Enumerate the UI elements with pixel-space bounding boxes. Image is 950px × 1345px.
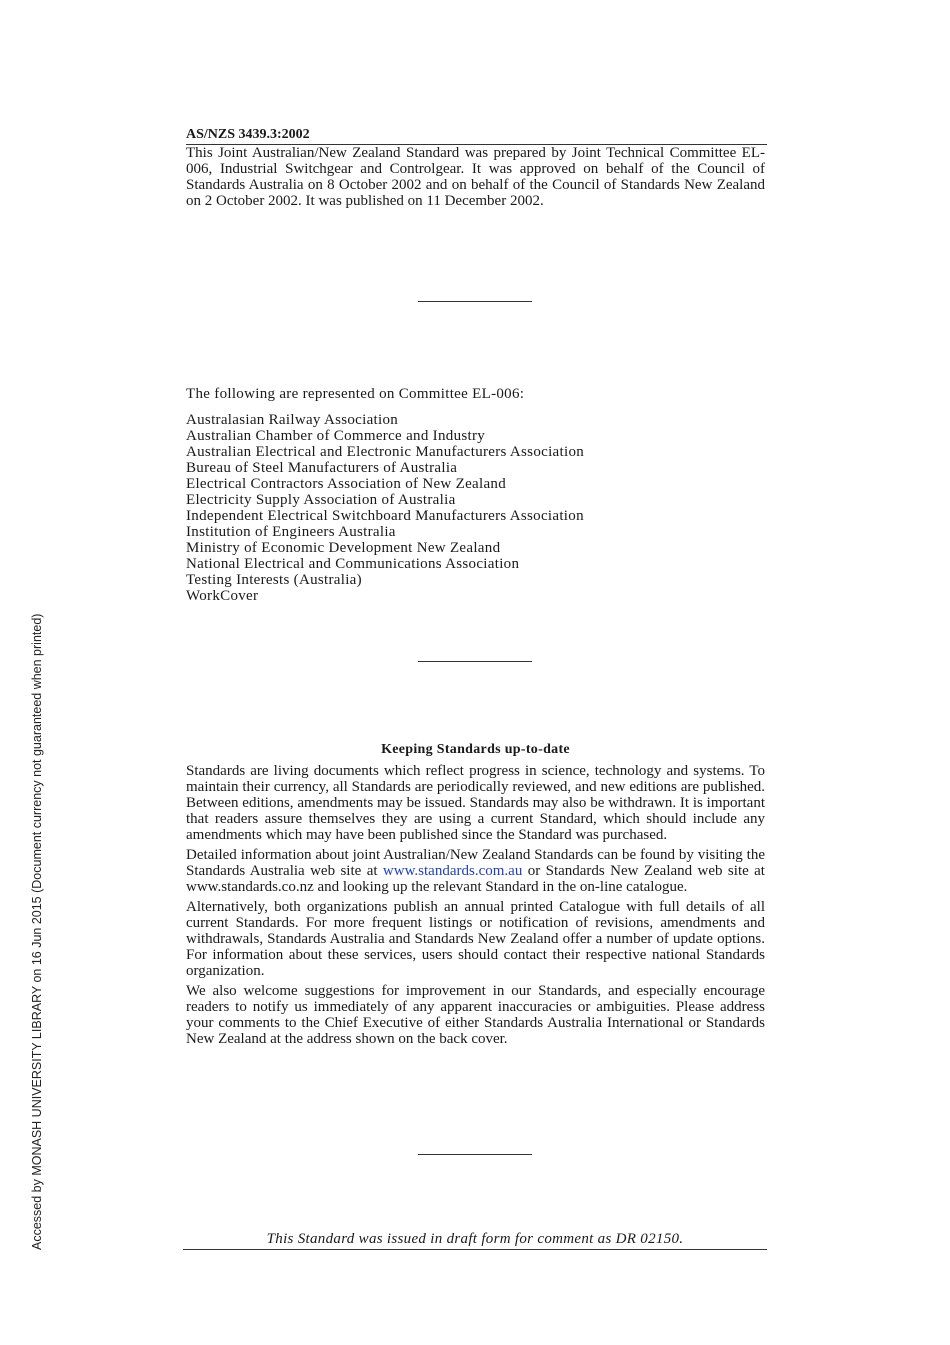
list-item: Testing Interests (Australia) <box>186 572 362 588</box>
list-item: Electricity Supply Association of Australia <box>186 492 456 508</box>
section-divider <box>418 661 532 662</box>
keeping-standards-section <box>186 763 765 1047</box>
paragraph: We also welcome suggestions for improvement in our Standards, and especially encourage readers to notify us immediately of any apparent inaccuracies or ambiguities. Please address your comments to the Chief Executive of either Standards Australia International or Standards New Zealand at the address shown on the back cover. <box>186 983 765 1047</box>
access-watermark: Accessed by MONASH UNIVERSITY LIBRARY on 16 Jun 2015 (Document currency not guaranteed when printed) <box>30 613 44 1250</box>
list-item: Independent Electrical Switchboard Manufacturers Association <box>186 508 584 524</box>
list-item: Ministry of Economic Development New Zealand <box>186 540 501 556</box>
list-item: Bureau of Steel Manufacturers of Australia <box>186 460 458 476</box>
committee-lead-text: The following are represented on Committee EL-006: <box>186 386 525 402</box>
paragraph-text: or Standards New Zealand web site at www.standards.co.nz and looking up the relevant Standard in the on-line catalogue. <box>186 863 765 895</box>
paragraph-with-link <box>186 847 765 895</box>
committee-member-list <box>186 412 584 604</box>
standard-identifier: AS/NZS 3439.3:2002 <box>186 127 767 145</box>
section-heading: Keeping Standards up-to-date <box>381 742 570 757</box>
list-item: Australasian Railway Association <box>186 412 399 428</box>
list-item: Institution of Engineers Australia <box>186 524 396 540</box>
list-item: WorkCover <box>186 588 259 604</box>
paragraph: Standards are living documents which reflect progress in science, technology and systems. To maintain their currency, all Standards are periodically reviewed, and new editions are published. Between editions, amendments may be issued. Standards may also be withdrawn. It is important that readers assure themselves they are using a current Standard, which should include any amendments which may have been published since the Standard was purchased. <box>186 763 765 843</box>
paragraph-text: Detailed information about joint Australian/New Zealand Standards can be found by visiting the Standards Australia web site at <box>186 847 765 879</box>
paragraph: Alternatively, both organizations publish an annual printed Catalogue with full details of all current Standards. For more frequent listings or notification of revisions, amendments and withdrawals, Standards Australia and Standards New Zealand offer a number of update options. For information about these services, users should contact their respective national Standards organization. <box>186 899 765 979</box>
standards-website-link[interactable]: www.standards.com.au <box>382 863 523 879</box>
intro-paragraph: This Joint Australian/New Zealand Standard was prepared by Joint Technical Committee EL-006, Industrial Switchgear and Controlgear. It was approved on behalf of the Council of Standards Australia on 8 October 2002 and on behalf of the Council of Standards New Zealand on 2 October 2002. It was published on 11 December 2002. <box>186 145 765 209</box>
draft-footer-note: This Standard was issued in draft form for comment as DR 02150. <box>183 1231 767 1250</box>
list-item: National Electrical and Communications Association <box>186 556 520 572</box>
list-item: Electrical Contractors Association of New Zealand <box>186 476 507 492</box>
section-divider <box>418 1154 532 1155</box>
section-divider <box>418 301 532 302</box>
intro-section <box>186 145 765 209</box>
list-item: Australian Chamber of Commerce and Industry <box>186 428 486 444</box>
list-item: Australian Electrical and Electronic Manufacturers Association <box>186 444 585 460</box>
